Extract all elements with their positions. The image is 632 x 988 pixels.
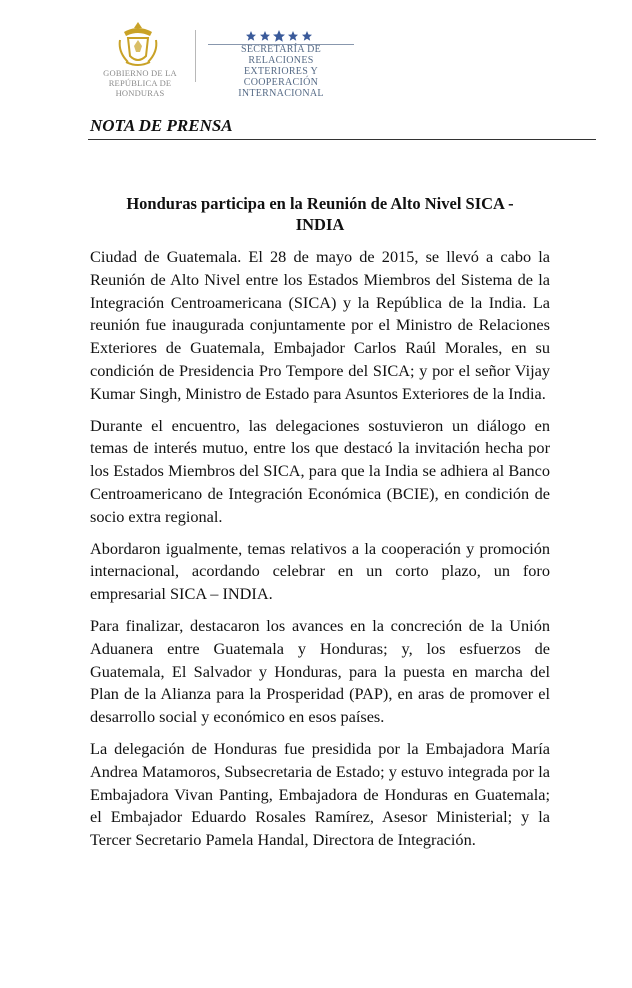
press-release-title xyxy=(90,193,550,235)
government-name xyxy=(88,68,192,98)
sec-line-3: INTERNACIONAL xyxy=(238,88,324,99)
press-release-body xyxy=(90,246,550,861)
paragraph: La delegación de Honduras fue presidida por la Embajadora María Andrea Matamoros, Subsecretaria de Estado; y estuvo integrada por la Embajadora Vivan Panting, Embajadora de Honduras en Guatemala; el Embajador Eduardo Rosales Ramírez, Asesor Ministerial; y la Tercer Secretario Pamela Handal, Directora de Integración. xyxy=(90,738,550,850)
paragraph: Abordaron igualmente, temas relativos a la cooperación y promoción internacional, acordando celebrar en un corto plazo, un foro empresarial SICA – INDIA. xyxy=(90,538,550,604)
paragraph: Ciudad de Guatemala. El 28 de mayo de 2015, se llevó a cabo la Reunión de Alto Nivel entre los Estados Miembros del Sistema de la Integración Centroamericana (SICA) y la República de la India. La reunión fue inaugurada conjuntamente por el Ministro de Relaciones Exteriores de Guatemala, Embajador Carlos Raúl Morales, en su condición de Presidencia Pro Tempore del SICA; y por el señor Vijay Kumar Singh, Ministro de Estado para Asuntos Exteriores de la India. xyxy=(90,247,550,403)
letterhead xyxy=(0,0,632,100)
gov-line-1: GOBIERNO DE LA xyxy=(103,68,177,78)
paragraph: Durante el encuentro, las delegaciones sostuvieron un diálogo en temas de interés mutuo, entre los que destacó la invitación hecha por los Estados Miembros del SICA, para que la India se adhiera al Banco Centroamericano de Integración Económica (BCIE), en condición de socio extra regional. xyxy=(90,415,550,526)
sec-line-1: SECRETARÍA DE RELACIONES xyxy=(240,44,322,66)
sec-line-2: EXTERIORES Y COOPERACIÓN xyxy=(243,66,319,88)
coat-of-arms-icon xyxy=(112,18,164,70)
title-line-1: Honduras participa en la Reunión de Alto Nivel SICA - xyxy=(126,194,514,213)
document-label: NOTA DE PRENSA xyxy=(90,116,233,135)
stars-icon xyxy=(244,30,314,42)
title-line-2: INDIA xyxy=(295,215,345,234)
paragraph: Para finalizar, destacaron los avances en la concreción de la Unión Aduanera entre Guatemala y Honduras; y, los esfuerzos de Guatemala, El Salvador y Honduras, para la puesta en marcha del Plan de la Alianza para la Prosperidad (PAP), en aras de promover el desarrollo social y económico en esos países. xyxy=(90,615,550,727)
header-divider xyxy=(195,30,196,82)
gov-line-2: REPÚBLICA DE HONDURAS xyxy=(108,78,172,98)
horizontal-rule xyxy=(88,139,596,140)
secretariat-name xyxy=(208,44,354,99)
